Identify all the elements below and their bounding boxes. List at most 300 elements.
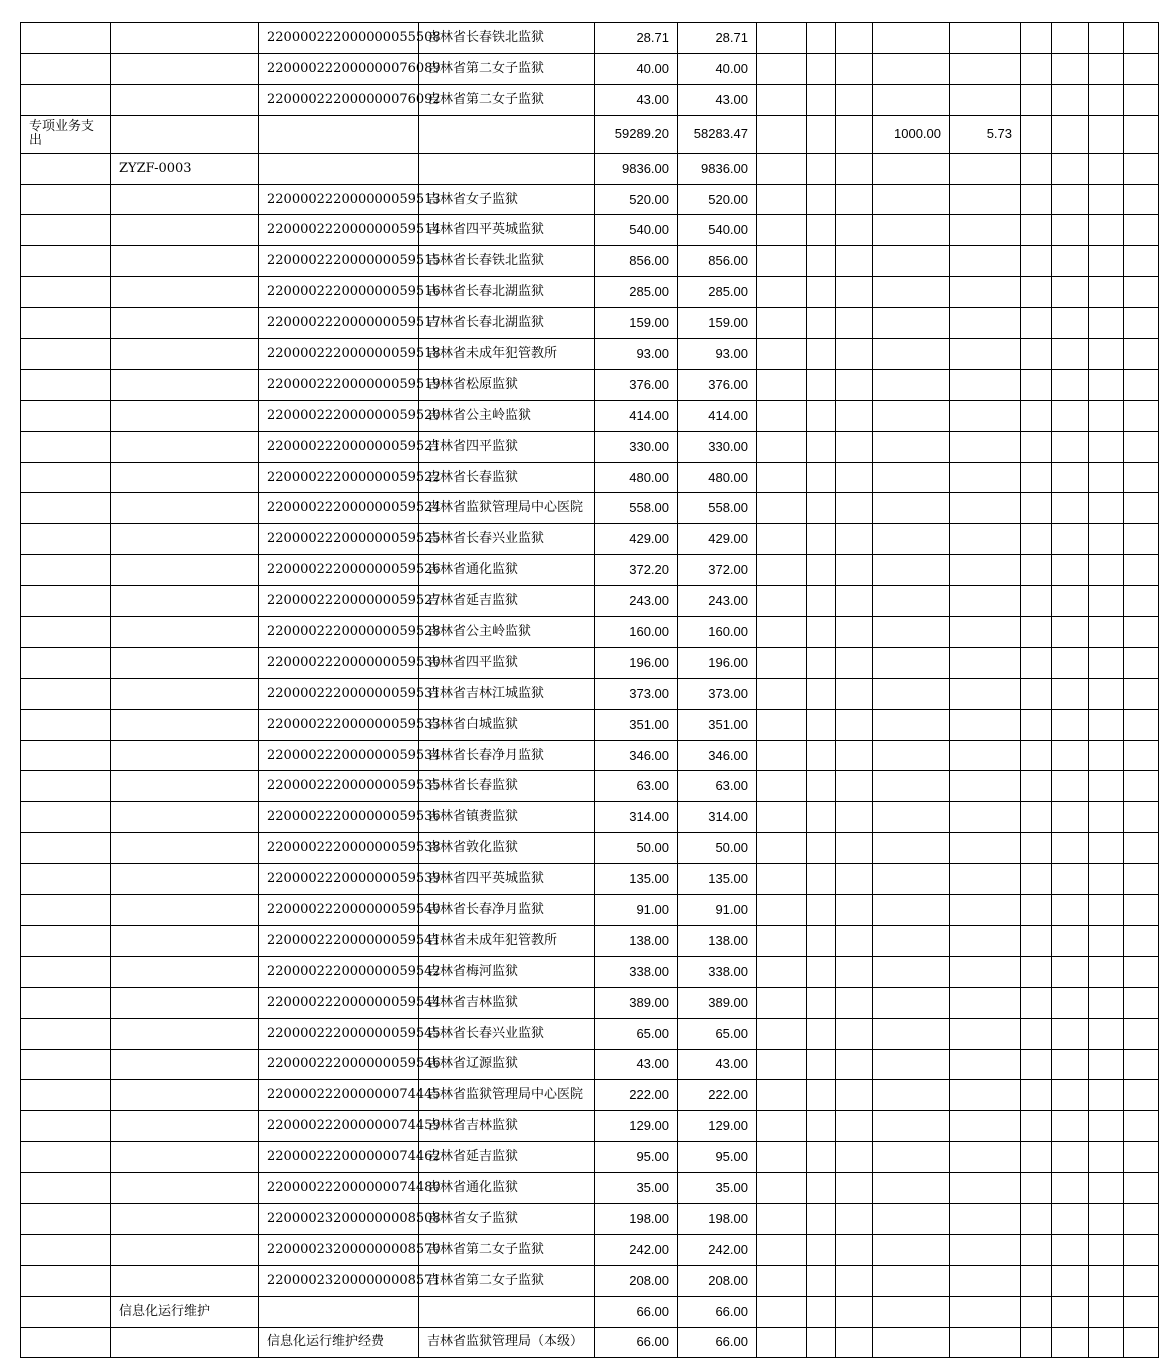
amount-fiscal-cell: 40.00: [678, 53, 757, 84]
amount-total-cell: 389.00: [595, 987, 678, 1018]
empty-cell: [836, 987, 873, 1018]
empty-cell: [757, 462, 807, 493]
empty-cell: [1021, 617, 1052, 648]
code-cell: [111, 84, 259, 115]
unit-cell: 吉林省第二女子监狱: [419, 53, 595, 84]
amount-extra1-cell: [873, 369, 950, 400]
amount-total-cell: 198.00: [595, 1203, 678, 1234]
amount-extra1-cell: [873, 493, 950, 524]
empty-cell: [807, 153, 836, 184]
empty-cell: [807, 1203, 836, 1234]
amount-fiscal-cell: 856.00: [678, 246, 757, 277]
amount-extra1-cell: [873, 524, 950, 555]
empty-cell: [1124, 493, 1159, 524]
empty-cell: [1124, 23, 1159, 54]
empty-cell: [1089, 1265, 1124, 1296]
amount-total-cell: 9836.00: [595, 153, 678, 184]
unit-cell: 吉林省监狱管理局中心医院: [419, 1080, 595, 1111]
amount-extra1-cell: [873, 740, 950, 771]
empty-cell: [1089, 1203, 1124, 1234]
empty-cell: [757, 339, 807, 370]
empty-cell: [836, 153, 873, 184]
unit-cell: 吉林省四平英城监狱: [419, 864, 595, 895]
empty-cell: [1052, 53, 1089, 84]
category-cell: [21, 246, 111, 277]
project-id-cell: 220000222000000059519: [259, 369, 419, 400]
unit-cell: 吉林省吉林江城监狱: [419, 678, 595, 709]
empty-cell: [1124, 1234, 1159, 1265]
amount-total-cell: 40.00: [595, 53, 678, 84]
amount-extra1-cell: [873, 1296, 950, 1327]
amount-total-cell: 93.00: [595, 339, 678, 370]
amount-fiscal-cell: 480.00: [678, 462, 757, 493]
project-id-cell: 220000222000000059539: [259, 864, 419, 895]
amount-extra1-cell: [873, 1080, 950, 1111]
unit-cell: 吉林省长春监狱: [419, 462, 595, 493]
amount-extra2-cell: [950, 956, 1021, 987]
empty-cell: [807, 184, 836, 215]
empty-cell: [757, 23, 807, 54]
empty-cell: [1089, 678, 1124, 709]
code-cell: [111, 678, 259, 709]
table-row: [21, 771, 1159, 802]
empty-cell: [1052, 115, 1089, 153]
category-cell: [21, 895, 111, 926]
empty-cell: [757, 1234, 807, 1265]
category-cell: [21, 1234, 111, 1265]
amount-fiscal-cell: 414.00: [678, 400, 757, 431]
table-row: [21, 956, 1159, 987]
amount-total-cell: 222.00: [595, 1080, 678, 1111]
empty-cell: [1021, 369, 1052, 400]
amount-extra1-cell: [873, 1049, 950, 1080]
category-cell: [21, 369, 111, 400]
amount-total-cell: 351.00: [595, 709, 678, 740]
category-cell: [21, 431, 111, 462]
amount-fiscal-cell: 43.00: [678, 84, 757, 115]
table-row: [21, 462, 1159, 493]
empty-cell: [807, 400, 836, 431]
amount-fiscal-cell: 330.00: [678, 431, 757, 462]
code-cell: [111, 555, 259, 586]
table-row: [21, 617, 1159, 648]
empty-cell: [757, 1018, 807, 1049]
project-id-cell: 220000222000000059528: [259, 617, 419, 648]
category-cell: [21, 709, 111, 740]
amount-extra1-cell: [873, 987, 950, 1018]
empty-cell: [1089, 308, 1124, 339]
project-id-cell: 220000222000000059541: [259, 925, 419, 956]
table-row: [21, 833, 1159, 864]
amount-total-cell: 285.00: [595, 277, 678, 308]
category-cell: [21, 617, 111, 648]
category-cell: [21, 524, 111, 555]
empty-cell: [1089, 647, 1124, 678]
empty-cell: [1124, 1173, 1159, 1204]
empty-cell: [757, 895, 807, 926]
project-id-cell: [259, 1296, 419, 1327]
empty-cell: [836, 462, 873, 493]
code-cell: [111, 1049, 259, 1080]
empty-cell: [1052, 493, 1089, 524]
empty-cell: [1089, 1080, 1124, 1111]
category-cell: [21, 1142, 111, 1173]
empty-cell: [1124, 1296, 1159, 1327]
unit-cell: 吉林省长春兴业监狱: [419, 524, 595, 555]
empty-cell: [1089, 153, 1124, 184]
unit-cell: 吉林省辽源监狱: [419, 1049, 595, 1080]
amount-fiscal-cell: 35.00: [678, 1173, 757, 1204]
empty-cell: [1052, 369, 1089, 400]
code-cell: [111, 956, 259, 987]
empty-cell: [1052, 925, 1089, 956]
empty-cell: [1052, 833, 1089, 864]
amount-fiscal-cell: 66.00: [678, 1327, 757, 1358]
empty-cell: [757, 1173, 807, 1204]
table-row: [21, 1173, 1159, 1204]
empty-cell: [1052, 23, 1089, 54]
code-cell: [111, 339, 259, 370]
amount-total-cell: 338.00: [595, 956, 678, 987]
empty-cell: [757, 709, 807, 740]
amount-extra1-cell: [873, 1234, 950, 1265]
code-cell: [111, 895, 259, 926]
empty-cell: [1089, 246, 1124, 277]
amount-extra2-cell: [950, 524, 1021, 555]
empty-cell: [757, 833, 807, 864]
amount-fiscal-cell: 95.00: [678, 1142, 757, 1173]
amount-fiscal-cell: 9836.00: [678, 153, 757, 184]
category-cell: [21, 308, 111, 339]
empty-cell: [836, 1296, 873, 1327]
empty-cell: [1089, 1142, 1124, 1173]
empty-cell: [836, 1018, 873, 1049]
code-cell: [111, 431, 259, 462]
project-id-cell: 220000222000000059544: [259, 987, 419, 1018]
unit-cell: 吉林省未成年犯管教所: [419, 339, 595, 370]
amount-total-cell: 43.00: [595, 1049, 678, 1080]
empty-cell: [1124, 277, 1159, 308]
project-id-cell: 220000222000000074462: [259, 1142, 419, 1173]
empty-cell: [1124, 115, 1159, 153]
table-row: [21, 1111, 1159, 1142]
category-cell: [21, 864, 111, 895]
empty-cell: [1021, 1173, 1052, 1204]
empty-cell: [1089, 586, 1124, 617]
code-cell: [111, 184, 259, 215]
empty-cell: [1089, 987, 1124, 1018]
empty-cell: [1021, 184, 1052, 215]
empty-cell: [757, 771, 807, 802]
empty-cell: [836, 1203, 873, 1234]
empty-cell: [807, 84, 836, 115]
amount-total-cell: 208.00: [595, 1265, 678, 1296]
empty-cell: [807, 617, 836, 648]
project-id-cell: 220000222000000074480: [259, 1173, 419, 1204]
empty-cell: [757, 1296, 807, 1327]
project-id-cell: 220000222000000059515: [259, 246, 419, 277]
unit-cell: [419, 153, 595, 184]
empty-cell: [836, 864, 873, 895]
empty-cell: [807, 709, 836, 740]
table-row: [21, 369, 1159, 400]
amount-extra1-cell: [873, 1173, 950, 1204]
amount-fiscal-cell: 66.00: [678, 1296, 757, 1327]
unit-cell: 吉林省公主岭监狱: [419, 617, 595, 648]
code-cell: [111, 709, 259, 740]
project-id-cell: 220000232000000008570: [259, 1234, 419, 1265]
amount-total-cell: 59289.20: [595, 115, 678, 153]
amount-total-cell: 330.00: [595, 431, 678, 462]
unit-cell: [419, 115, 595, 153]
empty-cell: [1089, 53, 1124, 84]
empty-cell: [757, 864, 807, 895]
empty-cell: [757, 678, 807, 709]
empty-cell: [1052, 956, 1089, 987]
empty-cell: [757, 53, 807, 84]
empty-cell: [1124, 84, 1159, 115]
empty-cell: [1021, 23, 1052, 54]
empty-cell: [1052, 431, 1089, 462]
amount-extra1-cell: [873, 153, 950, 184]
empty-cell: [1089, 1018, 1124, 1049]
project-id-cell: 220000222000000059536: [259, 802, 419, 833]
category-cell: [21, 53, 111, 84]
code-cell: [111, 864, 259, 895]
project-id-cell: 220000222000000059530: [259, 647, 419, 678]
empty-cell: [1052, 987, 1089, 1018]
category-cell: [21, 555, 111, 586]
empty-cell: [836, 53, 873, 84]
amount-extra1-cell: [873, 246, 950, 277]
category-cell: [21, 678, 111, 709]
empty-cell: [1021, 1265, 1052, 1296]
empty-cell: [807, 1080, 836, 1111]
empty-cell: [757, 1111, 807, 1142]
amount-fiscal-cell: 558.00: [678, 493, 757, 524]
amount-extra2-cell: [950, 431, 1021, 462]
amount-total-cell: 196.00: [595, 647, 678, 678]
empty-cell: [1052, 1080, 1089, 1111]
unit-cell: 吉林省四平监狱: [419, 647, 595, 678]
amount-fiscal-cell: 373.00: [678, 678, 757, 709]
amount-extra2-cell: [950, 1018, 1021, 1049]
empty-cell: [1021, 802, 1052, 833]
category-cell: [21, 1265, 111, 1296]
empty-cell: [1021, 709, 1052, 740]
amount-extra1-cell: [873, 925, 950, 956]
amount-total-cell: 160.00: [595, 617, 678, 648]
category-cell: [21, 400, 111, 431]
empty-cell: [1124, 153, 1159, 184]
project-id-cell: 220000222000000074445: [259, 1080, 419, 1111]
empty-cell: [1124, 431, 1159, 462]
project-id-cell: [259, 115, 419, 153]
empty-cell: [1052, 1327, 1089, 1358]
empty-cell: [836, 339, 873, 370]
table-row: [21, 524, 1159, 555]
unit-cell: 吉林省长春净月监狱: [419, 740, 595, 771]
empty-cell: [807, 462, 836, 493]
unit-cell: 吉林省未成年犯管教所: [419, 925, 595, 956]
table-row: [21, 1080, 1159, 1111]
amount-extra2-cell: [950, 246, 1021, 277]
empty-cell: [1124, 1080, 1159, 1111]
empty-cell: [757, 184, 807, 215]
table-row: [21, 1142, 1159, 1173]
empty-cell: [1021, 1018, 1052, 1049]
empty-cell: [757, 1142, 807, 1173]
empty-cell: [836, 1234, 873, 1265]
amount-total-cell: 35.00: [595, 1173, 678, 1204]
amount-total-cell: 65.00: [595, 1018, 678, 1049]
empty-cell: [807, 53, 836, 84]
empty-cell: [1124, 740, 1159, 771]
empty-cell: [1021, 339, 1052, 370]
empty-cell: [757, 1080, 807, 1111]
category-cell: [21, 1173, 111, 1204]
table-row: [21, 53, 1159, 84]
empty-cell: [1124, 925, 1159, 956]
empty-cell: [836, 23, 873, 54]
amount-extra1-cell: [873, 431, 950, 462]
project-id-cell: 220000222000000059522: [259, 462, 419, 493]
empty-cell: [1021, 1234, 1052, 1265]
category-cell: [21, 771, 111, 802]
empty-cell: [1052, 215, 1089, 246]
table-row: [21, 431, 1159, 462]
code-cell: [111, 1080, 259, 1111]
amount-fiscal-cell: 314.00: [678, 802, 757, 833]
empty-cell: [1052, 1111, 1089, 1142]
empty-cell: [807, 1049, 836, 1080]
empty-cell: [1089, 617, 1124, 648]
amount-fiscal-cell: 43.00: [678, 1049, 757, 1080]
empty-cell: [1021, 740, 1052, 771]
amount-extra2-cell: [950, 53, 1021, 84]
empty-cell: [1089, 462, 1124, 493]
empty-cell: [1021, 678, 1052, 709]
amount-total-cell: 372.20: [595, 555, 678, 586]
empty-cell: [1089, 555, 1124, 586]
empty-cell: [807, 431, 836, 462]
empty-cell: [807, 23, 836, 54]
amount-extra1-cell: [873, 215, 950, 246]
unit-cell: 吉林省延吉监狱: [419, 586, 595, 617]
table-row: [21, 277, 1159, 308]
amount-fiscal-cell: 346.00: [678, 740, 757, 771]
empty-cell: [1052, 308, 1089, 339]
amount-extra1-cell: [873, 586, 950, 617]
empty-cell: [836, 369, 873, 400]
table-row: [21, 1265, 1159, 1296]
code-cell: [111, 246, 259, 277]
empty-cell: [836, 709, 873, 740]
code-cell: [111, 802, 259, 833]
empty-cell: [836, 308, 873, 339]
empty-cell: [1021, 115, 1052, 153]
amount-extra2-cell: [950, 647, 1021, 678]
empty-cell: [1124, 462, 1159, 493]
empty-cell: [757, 740, 807, 771]
amount-fiscal-cell: 196.00: [678, 647, 757, 678]
amount-extra1-cell: [873, 833, 950, 864]
table-row: [21, 1018, 1159, 1049]
amount-extra2-cell: [950, 1111, 1021, 1142]
project-id-cell: 220000222000000059525: [259, 524, 419, 555]
table-row: [21, 115, 1159, 153]
unit-cell: 吉林省长春监狱: [419, 771, 595, 802]
empty-cell: [807, 987, 836, 1018]
table-row: [21, 184, 1159, 215]
empty-cell: [836, 1173, 873, 1204]
empty-cell: [807, 1234, 836, 1265]
empty-cell: [757, 617, 807, 648]
amount-extra1-cell: [873, 555, 950, 586]
empty-cell: [757, 1203, 807, 1234]
empty-cell: [1124, 895, 1159, 926]
empty-cell: [1021, 647, 1052, 678]
empty-cell: [807, 1265, 836, 1296]
empty-cell: [807, 864, 836, 895]
empty-cell: [836, 617, 873, 648]
empty-cell: [1089, 1327, 1124, 1358]
code-cell: [111, 586, 259, 617]
amount-extra2-cell: [950, 617, 1021, 648]
amount-extra2-cell: [950, 1327, 1021, 1358]
empty-cell: [1052, 1203, 1089, 1234]
unit-cell: 吉林省吉林监狱: [419, 1111, 595, 1142]
empty-cell: [757, 153, 807, 184]
amount-extra2-cell: [950, 1080, 1021, 1111]
code-cell: [111, 115, 259, 153]
amount-extra2-cell: [950, 740, 1021, 771]
unit-cell: 吉林省镇赉监狱: [419, 802, 595, 833]
empty-cell: [1089, 215, 1124, 246]
empty-cell: [1052, 1049, 1089, 1080]
amount-fiscal-cell: 58283.47: [678, 115, 757, 153]
empty-cell: [1124, 1265, 1159, 1296]
code-cell: [111, 1327, 259, 1358]
unit-cell: 吉林省公主岭监狱: [419, 400, 595, 431]
table-row: [21, 586, 1159, 617]
empty-cell: [836, 115, 873, 153]
project-id-cell: 220000222000000059518: [259, 339, 419, 370]
unit-cell: 吉林省四平监狱: [419, 431, 595, 462]
amount-extra1-cell: [873, 308, 950, 339]
empty-cell: [1021, 462, 1052, 493]
empty-cell: [1021, 555, 1052, 586]
empty-cell: [757, 277, 807, 308]
empty-cell: [1021, 246, 1052, 277]
unit-cell: 吉林省白城监狱: [419, 709, 595, 740]
amount-extra2-cell: [950, 1265, 1021, 1296]
empty-cell: [1052, 184, 1089, 215]
category-cell: [21, 184, 111, 215]
amount-extra2-cell: [950, 184, 1021, 215]
empty-cell: [1052, 709, 1089, 740]
empty-cell: [1052, 1265, 1089, 1296]
empty-cell: [1089, 369, 1124, 400]
empty-cell: [807, 246, 836, 277]
empty-cell: [757, 84, 807, 115]
amount-fiscal-cell: 389.00: [678, 987, 757, 1018]
project-id-cell: 220000222000000059542: [259, 956, 419, 987]
empty-cell: [807, 493, 836, 524]
empty-cell: [757, 308, 807, 339]
empty-cell: [1089, 1173, 1124, 1204]
empty-cell: [757, 1265, 807, 1296]
